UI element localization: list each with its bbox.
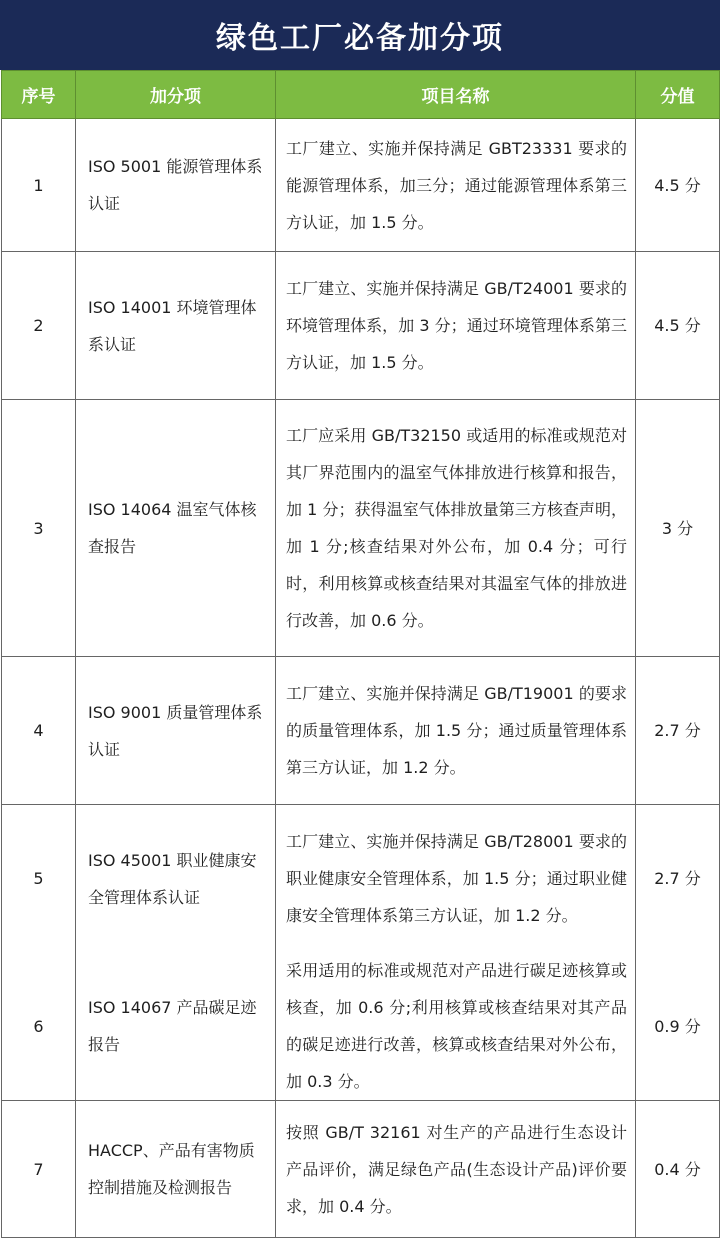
bonus-items-table: [1, 70, 720, 1238]
row-description: 工厂建立、实施并保持满足 GB/T24001 要求的环境管理体系，加 3 分；通过环境管理体系第三方认证，加 1.5 分。: [276, 252, 636, 400]
table-row: [2, 1101, 720, 1238]
header-score: 分值: [636, 71, 720, 119]
table-row: [2, 805, 720, 953]
row-number: 4: [2, 657, 76, 805]
row-description: 工厂建立、实施并保持满足 GBT23331 要求的能源管理体系，加三分；通过能源管理体系第三方认证，加 1.5 分。: [276, 119, 636, 252]
row-item: ISO 5001 能源管理体系认证: [76, 119, 276, 252]
page-title: 绿色工厂必备加分项: [0, 0, 720, 70]
row-item: ISO 14064 温室气体核查报告: [76, 400, 276, 657]
row-description: 工厂应采用 GB/T32150 或适用的标准或规范对其厂界范围内的温室气体排放进行核算和报告，加 1 分；获得温室气体排放量第三方核查声明，加 1 分;核查结果对外公布，加 0.4 分；可行时，利用核算或核查结果对其温室气体的排放进行改善，加 0.6 分。: [276, 400, 636, 657]
row-score: 4.5 分: [636, 119, 720, 252]
row-score: 2.7 分: [636, 805, 720, 953]
row-score: 0.4 分: [636, 1101, 720, 1238]
row-item: ISO 45001 职业健康安全管理体系认证: [76, 805, 276, 953]
table-row: [2, 657, 720, 805]
row-number: 3: [2, 400, 76, 657]
row-item: ISO 14001 环境管理体系认证: [76, 252, 276, 400]
table-row: [2, 252, 720, 400]
row-item: ISO 9001 质量管理体系认证: [76, 657, 276, 805]
row-item: ISO 14067 产品碳足迹报告: [76, 952, 276, 1101]
row-score: 3 分: [636, 400, 720, 657]
row-item: HACCP、产品有害物质控制措施及检测报告: [76, 1101, 276, 1238]
table-row: [2, 952, 720, 1101]
row-number: 7: [2, 1101, 76, 1238]
table-row: [2, 400, 720, 657]
header-item: 加分项: [76, 71, 276, 119]
row-number: 5: [2, 805, 76, 953]
row-description: 工厂建立、实施并保持满足 GB/T28001 要求的职业健康安全管理体系，加 1.5 分；通过职业健康安全管理体系第三方认证，加 1.2 分。: [276, 805, 636, 953]
row-description: 按照 GB/T 32161 对生产的产品进行生态设计产品评价，满足绿色产品(生态设计产品)评价要求，加 0.4 分。: [276, 1101, 636, 1238]
row-number: 1: [2, 119, 76, 252]
table-row: [2, 119, 720, 252]
row-number: 2: [2, 252, 76, 400]
header-project-name: 项目名称: [276, 71, 636, 119]
row-score: 0.9 分: [636, 952, 720, 1101]
header-no: 序号: [2, 71, 76, 119]
row-number: 6: [2, 952, 76, 1101]
row-score: 4.5 分: [636, 252, 720, 400]
row-score: 2.7 分: [636, 657, 720, 805]
row-description: 工厂建立、实施并保持满足 GB/T19001 的要求的质量管理体系，加 1.5 分；通过质量管理体系第三方认证，加 1.2 分。: [276, 657, 636, 805]
table-header-row: [2, 71, 720, 119]
row-description: 采用适用的标准或规范对产品进行碳足迹核算或核查，加 0.6 分;利用核算或核查结果对其产品的碳足迹进行改善，核算或核查结果对外公布，加 0.3 分。: [276, 952, 636, 1101]
